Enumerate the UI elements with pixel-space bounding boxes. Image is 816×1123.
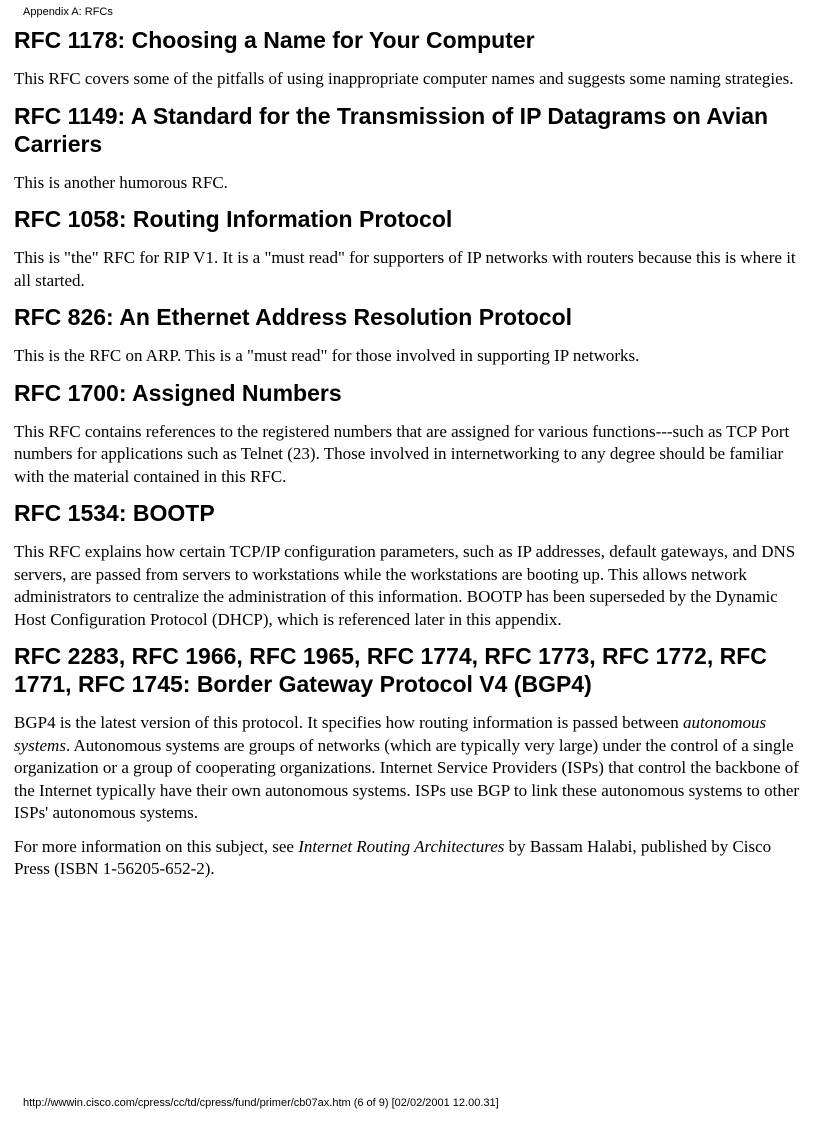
section-heading: RFC 1149: A Standard for the Transmission of IP Datagrams on Avian Carriers <box>14 102 769 157</box>
paragraph-text: BGP4 is the latest version of this protocol. It specifies how routing information is passed between <box>14 713 679 732</box>
paragraph-text: For more information on this subject, see <box>14 836 294 856</box>
section-heading: RFC 2283, RFC 1966, RFC 1965, RFC 1774, RFC 1773, RFC 1772, RFC 1771, RFC 1745: Border Gateway Protocol V4 (BGP4) <box>14 643 767 697</box>
section-paragraph <box>14 836 804 881</box>
section-paragraph: This RFC covers some of the pitfalls of using inappropriate computer names and suggests some naming strategies. <box>14 69 794 88</box>
section-heading: RFC 1058: Routing Information Protocol <box>14 206 453 232</box>
section-heading: RFC 826: An Ethernet Address Resolution Protocol <box>14 304 573 330</box>
section-paragraph: This is "the" RFC for RIP V1. It is a "must read" for supporters of IP networks with routers because this is where it all started. <box>14 248 796 290</box>
page-header: Appendix A: RFCs <box>23 6 113 18</box>
section-heading: RFC 1178: Choosing a Name for Your Computer <box>14 27 535 53</box>
section-paragraph: This is the RFC on ARP. This is a "must read" for those involved in supporting IP networks. <box>14 346 640 365</box>
section-paragraph <box>14 712 804 825</box>
paragraph-text: . Autonomous systems are groups of networks (which are typically very large) under the control of a single organization or a group of cooperating organizations. Internet Service Providers (ISPs) that control the backbone of the Internet typically have their own autonomous systems. ISPs use BGP to link these autonomous systems to other ISPs' autonomous systems. <box>14 735 800 822</box>
section-paragraph: This RFC explains how certain TCP/IP configuration parameters, such as IP addresses, default gateways, and DNS servers, are passed from servers to workstations while the workstations are booting up. This allows network administrators to centralize the administration of this information. BOOTP has been superseded by the Dynamic Host Configuration Protocol (DHCP), which is referenced later in this appendix. <box>14 542 796 629</box>
section-heading: RFC 1700: Assigned Numbers <box>14 379 342 406</box>
page-footer: http://wwwin.cisco.com/cpress/cc/td/cpress/fund/primer/cb07ax.htm (6 of 9) [02/02/2001 12.00.31] <box>23 1097 499 1109</box>
paragraph-text: by Bassam Halabi, published by Cisco Press (ISBN 1-56205-652-2). <box>14 836 772 878</box>
book-title: Internet Routing Architectures <box>298 836 505 856</box>
section-heading: RFC 1534: BOOTP <box>14 500 215 526</box>
section-paragraph: This is another humorous RFC. <box>14 172 228 192</box>
emphasized-term: autonomous systems <box>14 713 767 755</box>
section-paragraph: This RFC contains references to the registered numbers that are assigned for various functions---such as TCP Port numbers for applications such as Telnet (23). Those involved in internetworking to any degree should be familiar with the material contained in this RFC. <box>14 421 790 486</box>
document-body <box>14 26 804 892</box>
